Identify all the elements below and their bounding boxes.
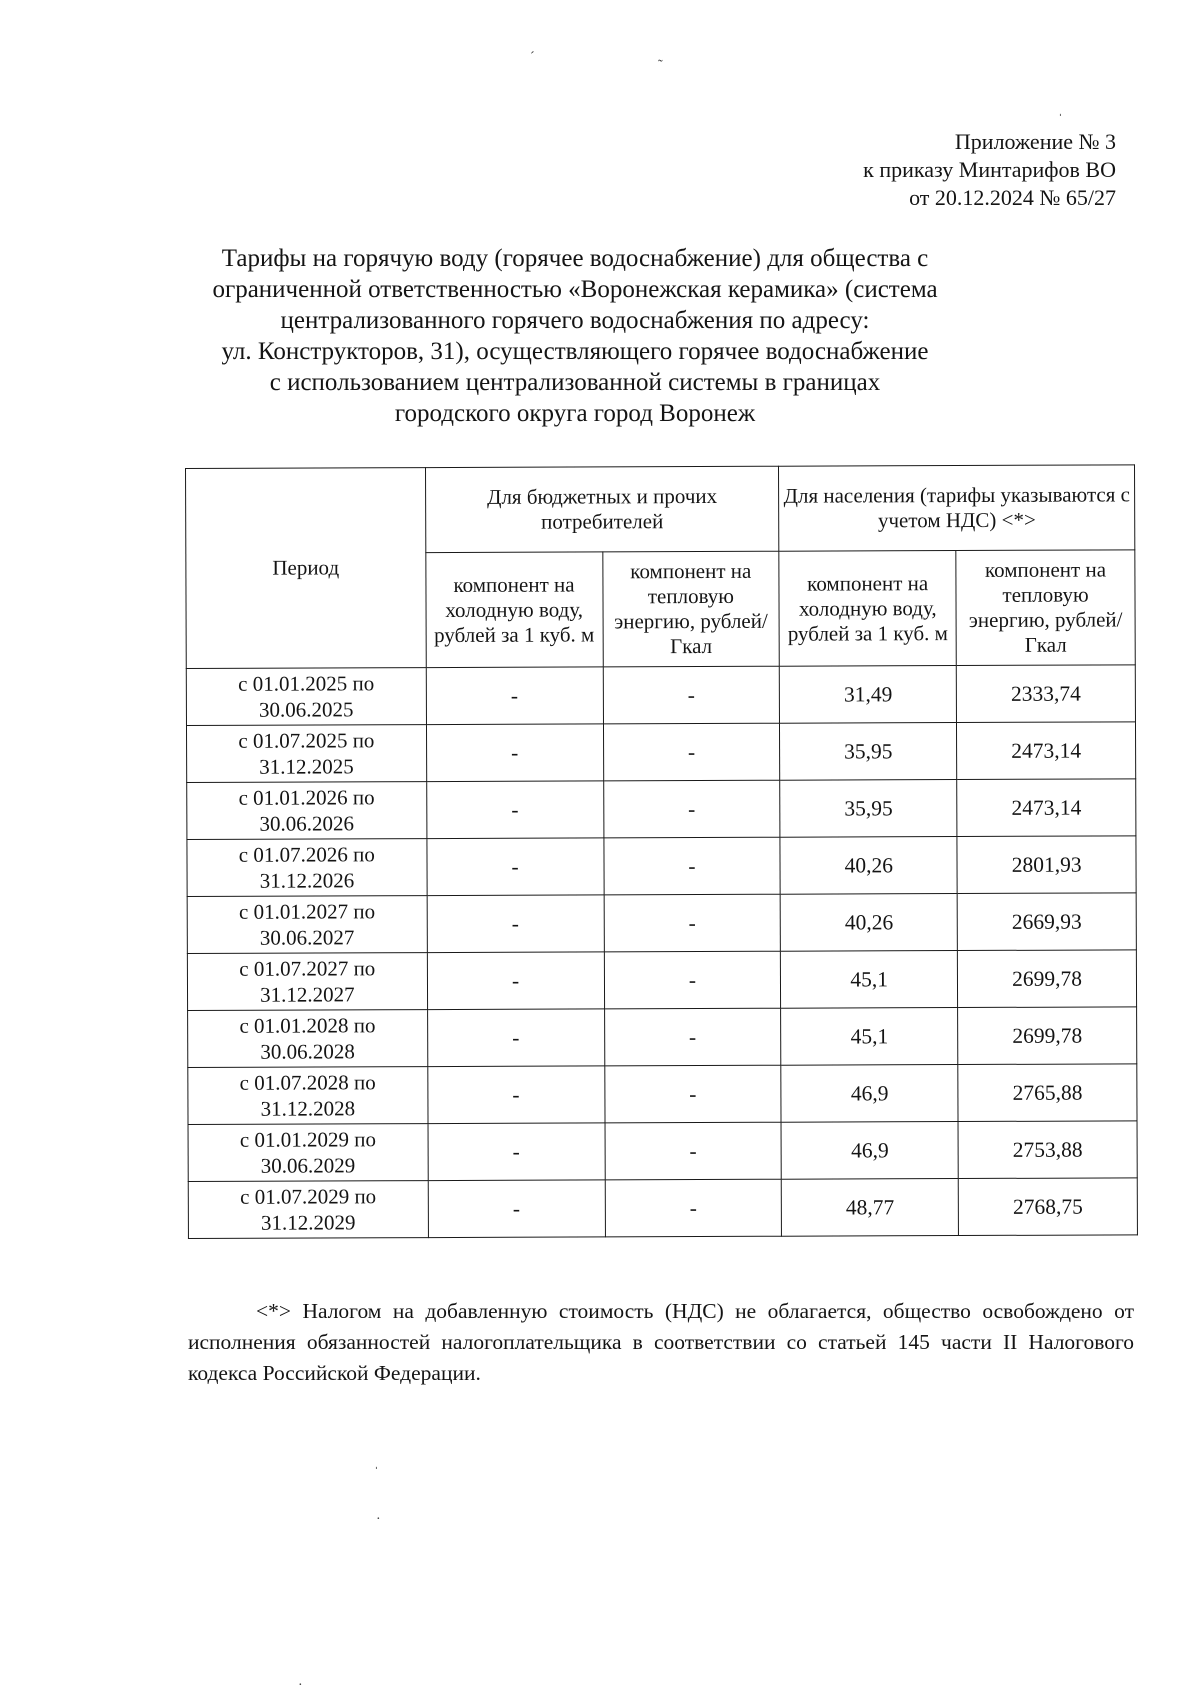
budget-cold-cell: - [427,1066,604,1124]
population-cold-cell: 46,9 [781,1122,958,1180]
budget-cold-cell: - [428,1123,605,1181]
period-cell: с 01.01.2025 по 30.06.2025 [186,668,426,726]
budget-cold-cell: - [428,1180,605,1238]
document-title [160,243,990,429]
budget-cold-cell: - [426,667,603,725]
budget-cold-cell: - [427,895,604,953]
period-cell: с 01.07.2026 по 31.12.2026 [187,839,427,897]
budget-heat-cell: - [604,1065,781,1123]
budget-consumers-header: Для бюджетных и прочих потребителей [425,466,779,552]
period-cell: с 01.01.2029 по 30.06.2029 [188,1124,428,1182]
population-heat-cell: 2753,88 [958,1121,1137,1179]
period-cell: с 01.01.2026 по 30.06.2026 [187,782,427,840]
budget-cold-cell: - [427,952,604,1010]
budget-heat-energy-header: компонент на тепловую энергию, рублей/Гкал [602,551,779,667]
period-cell: с 01.01.2028 по 30.06.2028 [188,1010,428,1068]
budget-heat-cell: - [603,837,780,895]
population-heat-cell: 2768,75 [958,1178,1137,1236]
title-line: ул. Конструкторов, 31), осуществляющего горячее водоснабжение [221,338,929,365]
scan-speck: ˊ [530,50,535,65]
scan-speck: ˌ [1058,102,1063,117]
title-line: городского округа город Воронеж [394,400,756,427]
period-cell: с 01.07.2027 по 31.12.2027 [187,953,427,1011]
scan-speck: ˷ [658,48,663,63]
population-heat-cell: 2473,14 [957,722,1136,780]
budget-cold-cell: - [427,1009,604,1067]
title-line: централизованного горячего водоснабжения по адресу: [280,307,870,334]
budget-heat-cell: - [603,723,780,781]
tariff-table [185,464,1138,1239]
population-cold-cell: 40,26 [780,894,957,952]
table-row [187,836,1136,897]
period-cell: с 01.07.2028 по 31.12.2028 [188,1067,428,1125]
scan-speck: ˌ [374,1455,379,1470]
appendix-number: Приложение № 3 [954,129,1116,154]
population-cold-cell: 40,26 [780,837,957,895]
population-heat-energy-header: компонент на тепловую энергию, рублей/Гкал [956,550,1135,666]
appendix-order-ref: к приказу Минтарифов ВО [863,157,1116,182]
population-cold-water-header: компонент на холодную воду, рублей за 1 куб. м [779,551,956,667]
table-row [188,1178,1137,1239]
population-cold-cell: 35,95 [780,723,957,781]
table-row [187,950,1136,1011]
population-header: Для населения (тарифы указываются с учетом НДС) <*> [779,465,1135,551]
population-heat-cell: 2699,78 [958,950,1137,1008]
budget-cold-cell: - [426,724,603,782]
title-line: с использованием централизованной системы в границах [269,369,881,396]
population-cold-cell: 31,49 [780,666,957,724]
population-heat-cell: 2333,74 [956,665,1135,723]
budget-cold-cell: - [426,781,603,839]
table-row [186,722,1135,783]
table-row [186,665,1135,726]
table-row [188,1064,1137,1125]
population-cold-cell: 45,1 [781,1008,958,1066]
table-row [188,1121,1137,1182]
title-line: ограниченной ответственностью «Воронежская керамика» (система [212,276,938,303]
appendix-order-date: от 20.12.2024 № 65/27 [909,185,1116,210]
appendix-header [863,128,1116,212]
population-heat-cell: 2473,14 [957,779,1136,837]
population-cold-cell: 48,77 [782,1179,959,1237]
title-line: Тарифы на горячую воду (горячее водоснабжение) для общества с [221,245,929,272]
period-cell: с 01.01.2027 по 30.06.2027 [187,896,427,954]
population-cold-cell: 46,9 [781,1065,958,1123]
period-cell: с 01.07.2029 по 31.12.2029 [188,1181,428,1239]
population-cold-cell: 45,1 [781,951,958,1009]
scan-speck: · [298,1678,303,1693]
population-cold-cell: 35,95 [780,780,957,838]
budget-heat-cell: - [603,780,780,838]
period-cell: с 01.07.2025 по 31.12.2025 [186,725,426,783]
budget-cold-water-header: компонент на холодную воду, рублей за 1 куб. м [425,552,602,668]
population-heat-cell: 2699,78 [958,1007,1137,1065]
population-heat-cell: 2801,93 [957,836,1136,894]
table-row [187,779,1136,840]
budget-heat-cell: - [605,1122,782,1180]
population-heat-cell: 2669,93 [957,893,1136,951]
population-heat-cell: 2765,88 [958,1064,1137,1122]
budget-heat-cell: - [604,951,781,1009]
budget-heat-cell: - [604,894,781,952]
table-row [188,1007,1137,1068]
budget-heat-cell: - [603,666,780,724]
vat-footnote: <*> Налогом на добавленную стоимость (НДС) не облагается, общество освобождено от исполнения обязанностей налогоплательщика в соответствии со статьей 145 части II Налогового кодекса Российской Федерации. [188,1299,1134,1385]
table-row [187,893,1136,954]
budget-heat-cell: - [605,1179,782,1237]
scan-speck: · [376,1512,381,1527]
budget-cold-cell: - [427,838,604,896]
period-header: Период [186,468,426,669]
budget-heat-cell: - [604,1008,781,1066]
